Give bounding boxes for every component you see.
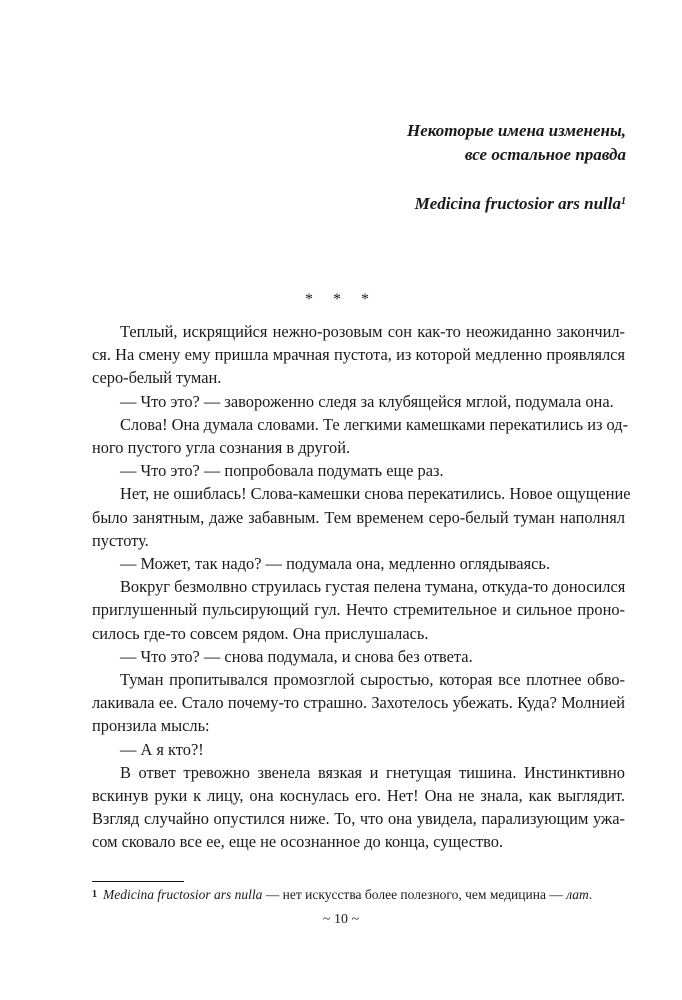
text-line: Туман пропитывался промозглой сыростью, которая все плотнее обво- — [120, 670, 625, 690]
section-separator: * * * — [305, 291, 377, 308]
footnote-end: . — [588, 887, 593, 902]
footnote-translation: — нет искусства более полезного, чем медицина — — [262, 887, 567, 902]
latin-motto — [415, 192, 626, 216]
text-line: — Что это? — попробовала подумать еще раз. — [120, 461, 444, 481]
text-line: — Может, так надо? — подумала она, медленно оглядываясь. — [120, 554, 550, 574]
text-line: ного пустого угла сознания в другой. — [92, 438, 351, 458]
paragraph — [92, 645, 625, 668]
footnote-mark: 1 — [92, 889, 97, 900]
chapter-body — [92, 320, 631, 854]
text-line: силось где-то совсем рядом. Она прислушалась. — [92, 623, 429, 643]
paragraph — [92, 413, 629, 459]
paragraph — [92, 482, 631, 552]
paragraph — [92, 668, 625, 738]
epigraph-line-2: все остальное правда — [464, 145, 626, 164]
text-line: — Что это? — снова подумала, и снова без ответа. — [120, 646, 473, 666]
page-number: ~ 10 ~ — [322, 912, 360, 927]
footnote-term: Medicina fructosior ars nulla — [103, 887, 263, 902]
text-line: пронзила мысль: — [92, 716, 210, 736]
text-line: сом сковало все ее, еще не осознанное до конца, существо. — [92, 832, 504, 852]
paragraph — [92, 320, 625, 390]
text-line: — А я кто?! — [120, 739, 204, 759]
motto-footnote-ref: 1 — [621, 196, 626, 207]
text-line: приглушенный пульсирующий гул. Нечто стремительное и сильное проно- — [92, 600, 625, 620]
motto-text: Medicina fructosior ars nulla — [414, 194, 621, 213]
paragraph — [92, 390, 625, 413]
epigraph-line-1: Некоторые имена изменены, — [407, 121, 626, 140]
footnote-language: лат — [566, 887, 589, 902]
footnote-divider — [92, 881, 184, 882]
text-line: Вокруг безмолвно струилась густая пелена тумана, откуда-то доносился — [120, 577, 626, 597]
footnote — [92, 886, 632, 904]
epigraph — [407, 119, 626, 167]
text-line: было занятным, даже забавным. Тем временем серо-белый туман наполнял — [92, 507, 625, 527]
paragraph — [92, 459, 625, 482]
text-line: Слова! Она думала словами. Те легкими камешками перекатились из од- — [120, 414, 629, 434]
paragraph — [92, 761, 625, 854]
text-line: пустоту. — [92, 530, 149, 550]
text-line: серо-белый туман. — [92, 368, 222, 388]
text-line: вскинув руки к лицу, она коснулась его. Нет! Она не знала, как выглядит. — [92, 786, 625, 806]
paragraph — [92, 738, 625, 761]
text-line: Нет, не ошиблась! Слова-камешки снова перекатились. Новое ощущение — [120, 484, 631, 504]
paragraph — [92, 575, 625, 645]
text-line: ся. На смену ему пришла мрачная пустота, из которой медленно проявлялся — [92, 345, 625, 365]
paragraph — [92, 552, 625, 575]
text-line: Взгляд случайно опустился ниже. То, что она увидела, парализующим ужа- — [92, 809, 625, 829]
text-line: В ответ тревожно звенела вязкая и гнетущая тишина. Инстинктивно — [120, 762, 625, 782]
text-line: — Что это? — завороженно следя за клубящейся мглой, подумала она. — [120, 391, 614, 411]
text-line: лакивала ее. Стало почему-то страшно. Захотелось убежать. Куда? Молнией — [92, 693, 625, 713]
text-line: Теплый, искрящийся нежно-розовым сон как-то неожиданно закончил- — [120, 322, 625, 341]
